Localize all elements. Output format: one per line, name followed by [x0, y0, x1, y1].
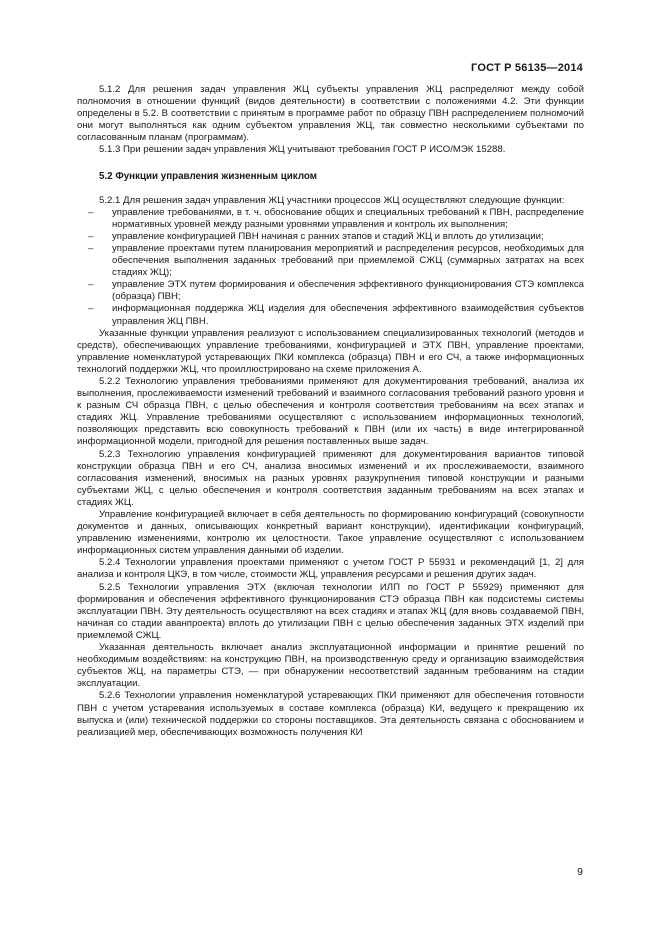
list-item-text: управление проектами путем планирования мероприятий и распределения ресурсов, необходимых для обеспечения выполнения заданных требований при приемлемой СЖЦ (суммарных затратах на всех стадиях ЖЦ); — [112, 242, 584, 279]
list-item-text: управление конфигурацией ПВН начиная с ранних этапов и стадий ЖЦ и вплоть до утилизации; — [112, 230, 544, 242]
list-item — [77, 243, 584, 279]
list-item — [77, 279, 584, 303]
paragraph-5-2-4: 5.2.4 Технологии управления проектами применяют с учетом ГОСТ Р 55931 и рекомендаций [1, 2] для анализа и контроля ЦКЭ, в том числе, стоимости ЖЦ, управления ресурсами и решения других задач. — [77, 557, 584, 581]
list-item — [77, 231, 584, 243]
paragraph-5-2-1: 5.2.1 Для решения задач управления ЖЦ участники процессов ЖЦ осуществляют следующие функции: — [99, 194, 565, 206]
paragraph-configuration-management: Управление конфигурацией включает в себя деятельность по формированию конфигураций (совокупности документов и данных, описывающих конкретный вариант конструкции), идентификации конфигураций, управлению изменениями, контролю их целостности. Такое управление осуществляют с использованием информационных систем управления данными об изделии. — [77, 509, 584, 557]
paragraph-5-1-2: 5.1.2 Для решения задач управления ЖЦ субъекты управления ЖЦ распределяют между собой полномочия в отношении функций (видов деятельности) в соответствии с положениями 4.2. Эти функции определены в 5.2. В соответствии с принятым в программе работ по образцу ПВН распределением полномочий они могут выполняться как одним субъектом управления ЖЦ, так совместно несколькими субъектами по согласованным планам (программам). — [77, 84, 584, 144]
list-item — [77, 303, 584, 327]
list-dash: – — [88, 230, 94, 242]
list-dash: – — [88, 242, 94, 254]
paragraph-functions-summary: Указанные функции управления реализуют с использованием специализированных технологий (методов и средств), обеспечивающих управление требованиями, конфигурацией и ЭТХ ПВН, управление проектами, управление номенклатурой устаревающих ПКИ комплекса (образца) ПВН и его СЧ, а также информационных технологий поддержки ЖЦ, что проиллюстрировано на схеме приложения А. — [77, 327, 584, 375]
list-item-text: управление ЭТХ путем формирования и обеспечения эффективного функционирования СТЭ комплекса (образца) ПВН; — [112, 279, 584, 303]
section-title-5-2: 5.2 Функции управления жизненным циклом — [99, 170, 318, 182]
page-number: 9 — [577, 866, 583, 878]
paragraph-5-2-5: 5.2.5 Технологии управления ЭТХ (включая технологии ИЛП по ГОСТ Р 55929) применяют для формирования и обеспечения эффективного функционирования СТЭ образца ПВН как подсистемы системы эксплуатации ПВН. Эту деятельность осуществляют на всех стадиях и этапах ЖЦ (для вновь создаваемой ПВН, начиная со стадии аванпроекта) вплоть до утилизации ПВН с целью обеспечения заданных ЭТХ изделий при приемлемой СЖЦ. — [77, 581, 584, 641]
document-code-header: ГОСТ Р 56135—2014 — [471, 62, 583, 74]
document-body — [77, 84, 584, 739]
paragraph-5-2-6: 5.2.6 Технологии управления номенклатурой устаревающих ПКИ применяют для обеспечения готовности ПВН с учетом устаревания используемых в составе комплекса (образца) КИ, ведущего к прекращению их выпуска и (или) технической поддержки со стороны поставщиков. Эта деятельность связана с обоснованием и реализацией мер, обеспечивающих возможность получения КИ — [77, 690, 584, 738]
list-item — [77, 207, 584, 231]
list-dash: – — [88, 206, 94, 218]
list-dash: – — [88, 303, 94, 315]
list-item-text: информационная поддержка ЖЦ изделия для обеспечения эффективного взаимодействия субъектов управления ЖЦ ПВН. — [112, 303, 584, 327]
paragraph-5-2-3: 5.2.3 Технологию управления конфигурацией применяют для документирования вариантов типовой конструкции образца ПВН и его СЧ, анализа вносимых изменений и их прослеживаемости, взаимного согласования изменений, вносимых на разных уровнях разукрупнения типовой конструкции и разными субъектами ЖЦ, с целью обеспечения и контроля соответствия заданным требованиям на всех этапах и стадиях ЖЦ. — [77, 448, 584, 508]
paragraph-5-2-2: 5.2.2 Технологию управления требованиями применяют для документирования требований, анализа их выполнения, прослеживаемости изменений требований и взаимного согласования требований разного уровня и к разным СЧ образца ПВН, с целью обеспечения и контроля соответствия требованиям на всех этапах и стадиях ЖЦ. Управление требованиями осуществляют с использованием информационных технологий, позволяющих представить всю совокупность требований к ПВН (или их часть) в виде интегрированной информационной модели, пригодной для решения поставленных выше задач. — [77, 375, 584, 448]
paragraph-operational-activity: Указанная деятельность включает анализ эксплуатационной информации и принятие решений по необходимым воздействиям: на конструкцию ПВН, на производственную среду и организацию взаимодействия субъектов ЖЦ, на параметры СТЭ, — при обнаружении несоответствий заданным требованиям на стадии эксплуатации. — [77, 642, 584, 690]
paragraph-5-1-3: 5.1.3 При решении задач управления ЖЦ учитывают требования ГОСТ Р ИСО/МЭК 15288. — [99, 144, 506, 156]
list-dash: – — [88, 279, 94, 291]
list-item-text: управление требованиями, в т. ч. обоснование общих и специальных требований к ПВН, распределение нормативных уровней между разными уровнями управления и контроль их выполнения; — [112, 206, 584, 230]
